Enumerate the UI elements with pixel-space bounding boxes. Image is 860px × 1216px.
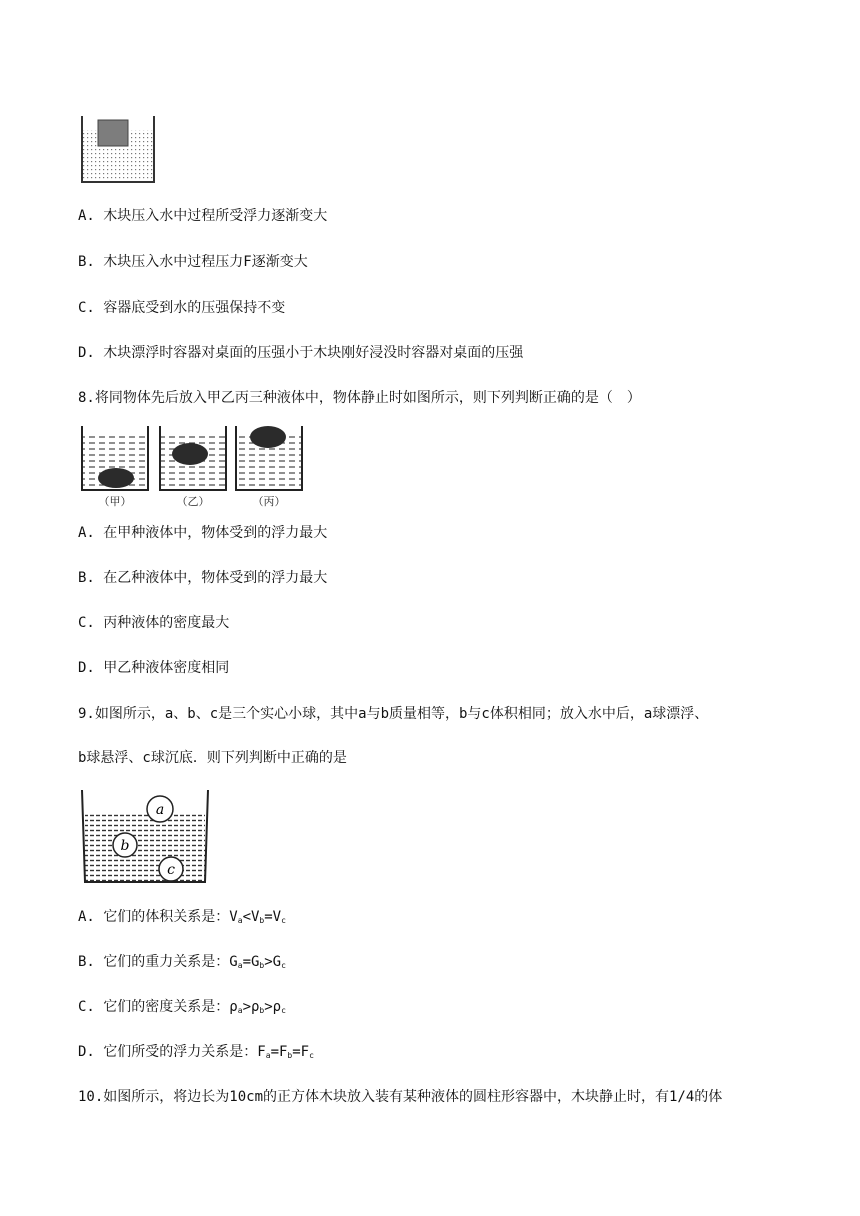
q9-option-c: C. 它们的密度关系是：$\rho_a>\rho_b>\rho_c$ bbox=[78, 999, 286, 1015]
q9-option-d: D. 它们所受的浮力关系是：$F_a=F_b=F_c$ bbox=[78, 1044, 314, 1060]
q7-option-d: D. 木块漂浮时容器对桌面的压强小于木块刚好浸没时容器对桌面的压强 bbox=[78, 345, 524, 361]
q8-option-d: D. 甲乙种液体密度相同 bbox=[78, 660, 230, 676]
q9-ball-c-label: c bbox=[167, 862, 175, 878]
q9-ball-b-label: b bbox=[120, 838, 130, 854]
q9-figure bbox=[78, 788, 212, 886]
q9-option-b: B. 它们的重力关系是：$G_a=G_b>G_c$ bbox=[78, 954, 286, 970]
q8-option-b: B. 在乙种液体中，物体受到的浮力最大 bbox=[78, 570, 328, 586]
q10-stem-line1: 10.如图所示，将边长为10cm的正方体木块放入装有某种液体的圆柱形容器中，木块静止时，有1/4的体 bbox=[78, 1089, 723, 1105]
q8-stem: 8.将同物体先后放入甲乙丙三种液体中，物体静止时如图所示，则下列判断正确的是（ ） bbox=[78, 390, 641, 406]
q9-stem-line2: b球悬浮、c球沉底．则下列判断中正确的是 bbox=[78, 750, 347, 766]
q9-stem-line1: 9.如图所示，a、b、c是三个实心小球，其中a与b质量相等，b与c体积相同；放入水中后，a球漂浮、 bbox=[78, 706, 709, 722]
q7-option-a: A. 木块压入水中过程所受浮力逐渐变大 bbox=[78, 208, 328, 224]
q7-option-c: C. 容器底受到水的压强保持不变 bbox=[78, 300, 286, 316]
q8-option-c: C. 丙种液体的密度最大 bbox=[78, 615, 230, 631]
q8-option-a: A. 在甲种液体中，物体受到的浮力最大 bbox=[78, 525, 328, 541]
q9-ball-a-label: a bbox=[155, 802, 165, 818]
q8-label-jia: （甲） bbox=[98, 495, 132, 508]
q9-option-a: A. 它们的体积关系是：$V_a<V_b=V_c$ bbox=[78, 909, 286, 925]
q8-label-yi: （乙） bbox=[176, 495, 210, 508]
q8-figure bbox=[78, 422, 308, 510]
q7-option-b: B. 木块压入水中过程压力F逐渐变大 bbox=[78, 254, 308, 270]
q8-label-bing: （丙） bbox=[252, 495, 286, 508]
q7-figure bbox=[78, 112, 158, 186]
